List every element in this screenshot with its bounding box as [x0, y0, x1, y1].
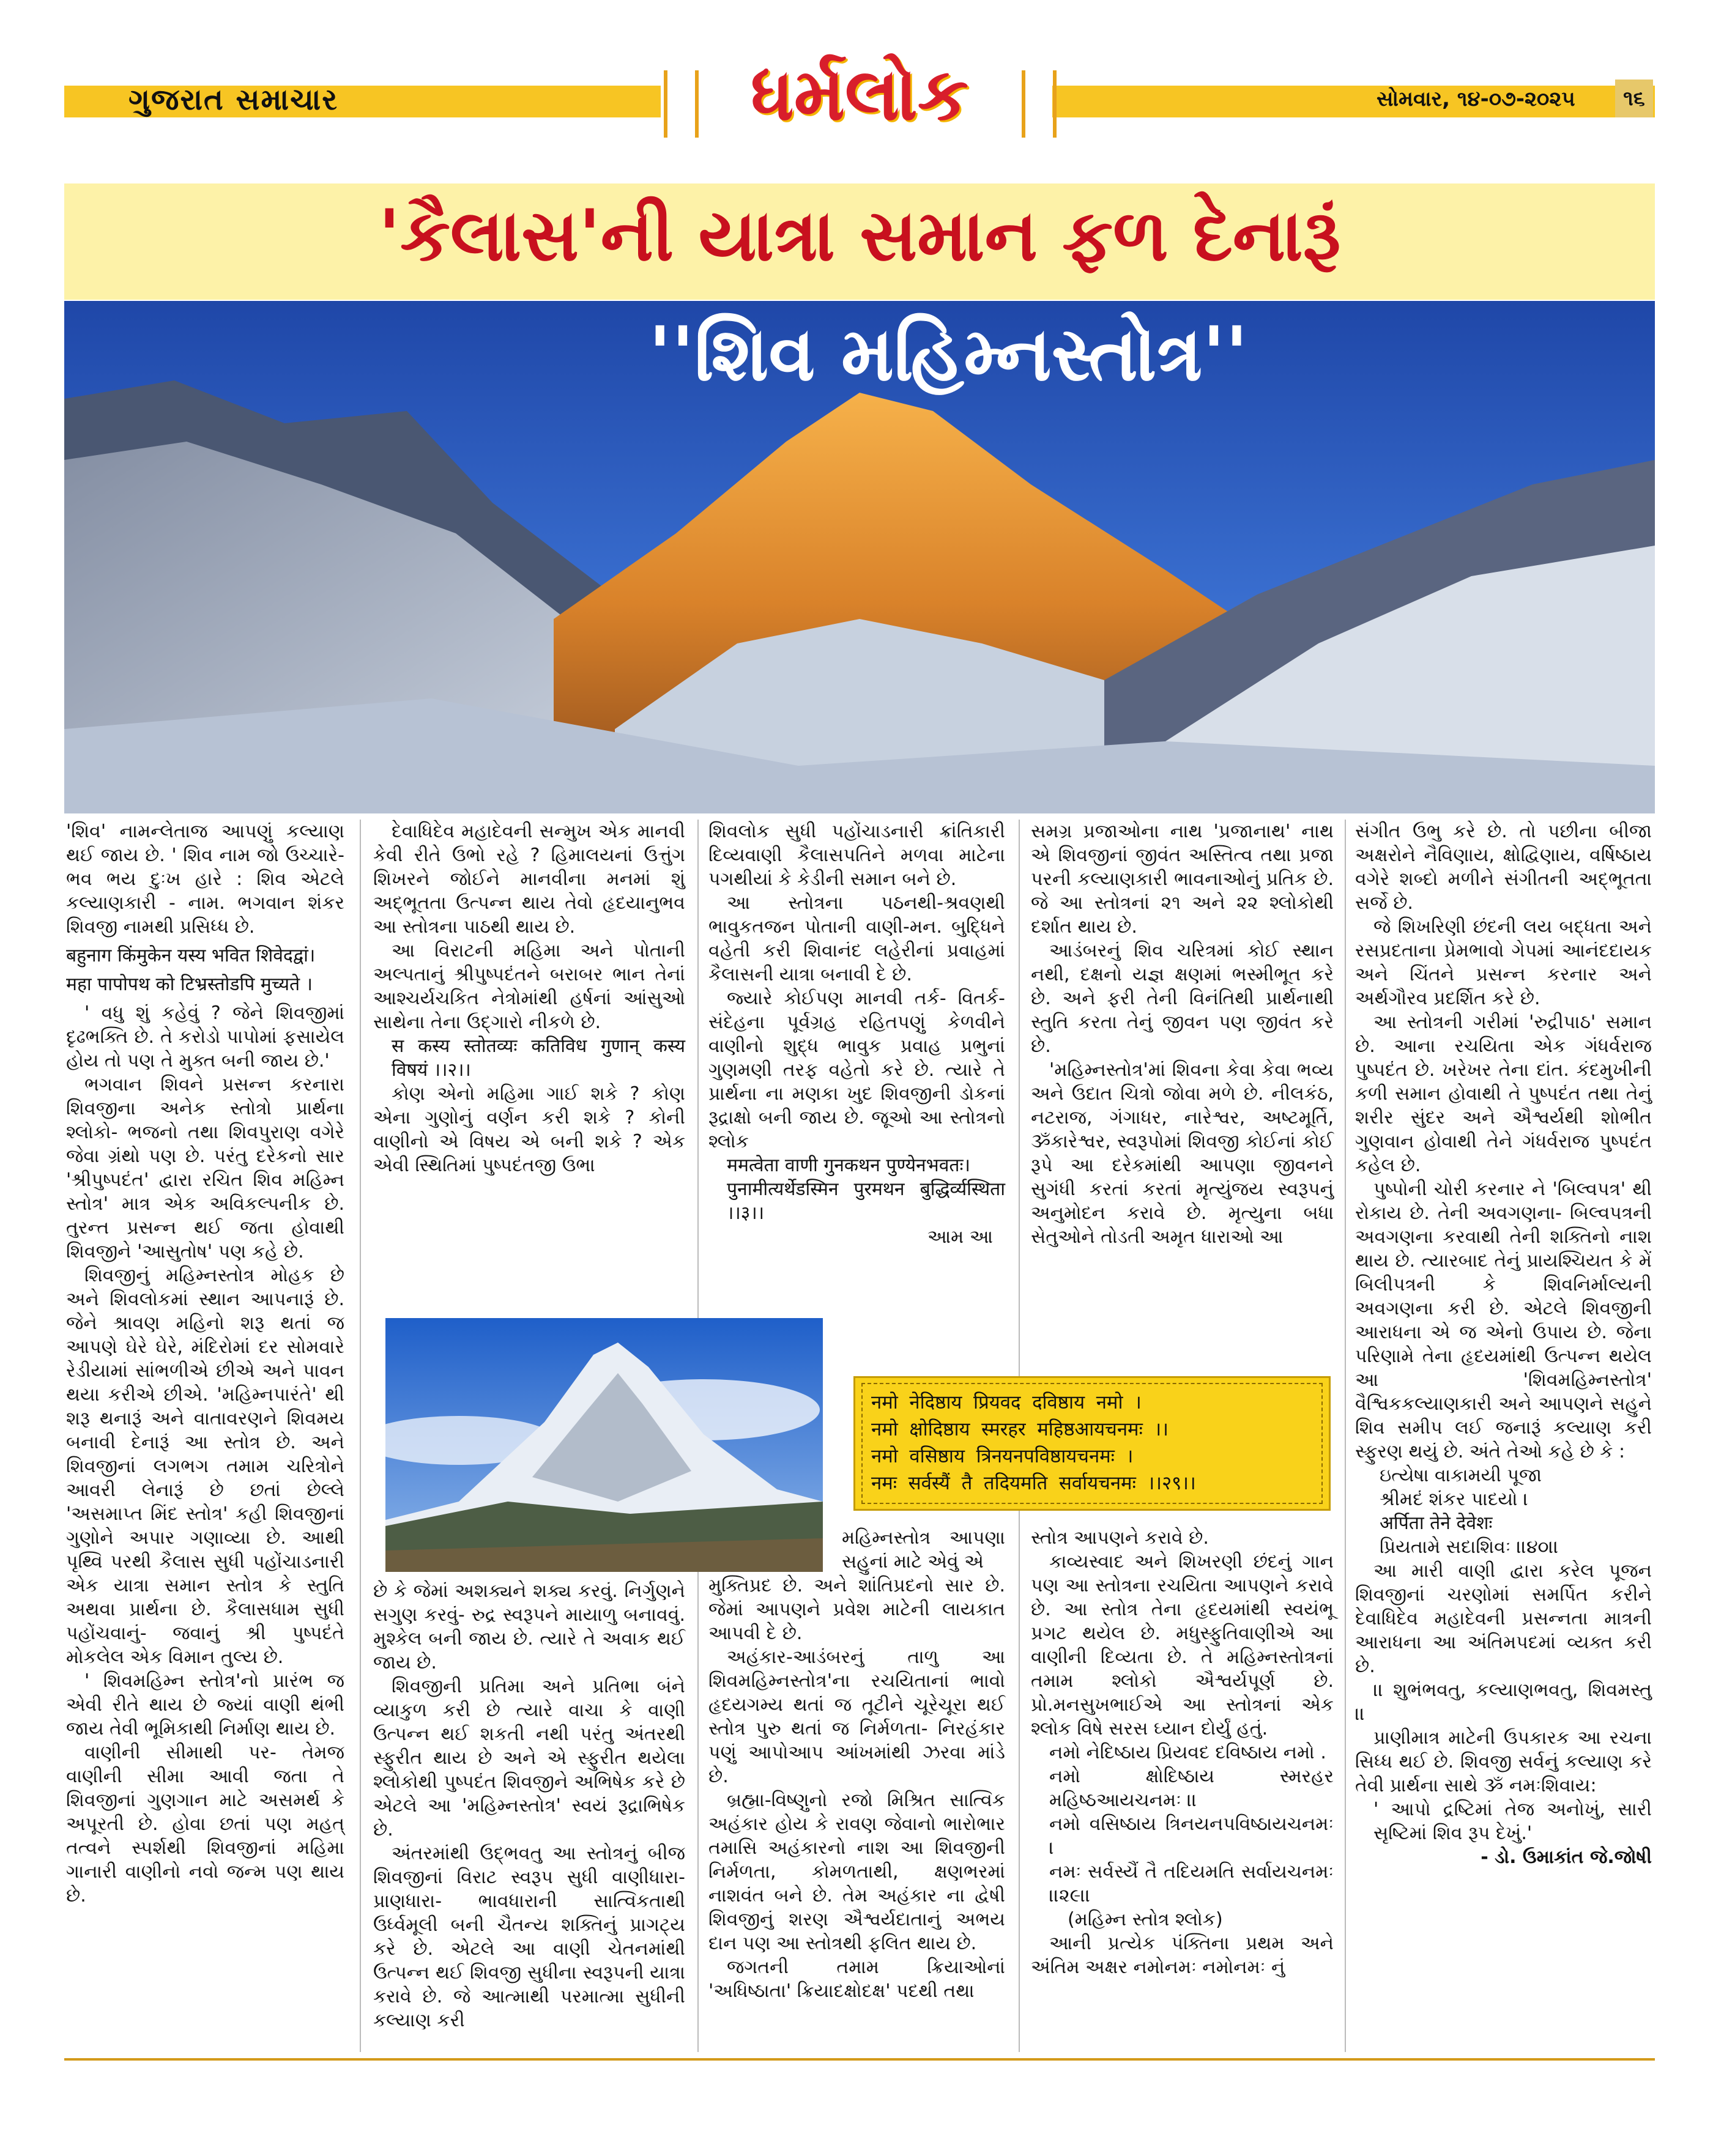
paragraph: આડંબરનું શિવ ચરિત્રમાં કોઈ સ્થાન નથી, દક્ષનો યજ્ઞ ક્ષણમાં ભસ્મીભૂત કરે છે. અને ફરી તેની વિનંતિથી પ્રાર્થનાથી સ્તુતિ કરતા તેનું જીવન પણ જીવંત કરે છે. — [1031, 940, 1334, 1057]
paragraph: શિવજીની પ્રતિમા અને પ્રતિભા બંને વ્યાકુળ કરી છે ત્યારે વાચા કે વાણી ઉત્પન્ન થઈ શકતી નથી પરંતુ અંતરથી સ્ફુરીત થાય છે અને એ સ્ફુરીત થયેલા શ્લોકોથી પુષ્પદંત શિવજીને અભિષેક કરે છે એટલે આ 'મહિમ્નસ્તોત્ર' સ્વયં રૂદ્રાભિષેક છે. — [373, 1676, 685, 1840]
paragraph: જે શિખરિણી છંદની લય બદ્ધતા અને રસપ્રદતાના પ્રેમભાવો ગેપમાં આનંદદાયક અને ચિંતને પ્રસન્ન કરનાર અને અર્થગૌરવ પ્રદર્શિત કરે છે. — [1355, 916, 1652, 1009]
paragraph: અંતરમાંથી ઉદ્ભવતુ આ સ્તોત્રનું બીજ શિવજીનાં વિરાટ સ્વરૂપ સુધી વાણીધારા- પ્રાણધારા- ભાવધારાની સાત્વિકતાથી ઉર્ધ્વમૂલી બની ચૈતન્ય શક્તિનું પ્રાગટ્ય કરે છે. એટલે આ વાણી ચેતનમાંથી ઉત્પન્ન થઈ શિવજી સુધીના સ્વરૂપની યાત્રા કરાવે છે. જે આત્માથી પરમાત્મા સુધીની કલ્યાણ કરી — [373, 1843, 685, 2031]
verse-line: નમઃ સર્વસ્યૈં તૈ તદિયમતિ સર્વાયચનમઃ ।।૨૯।। — [1049, 1861, 1334, 1906]
paragraph: પ્રાણીમાત્ર માટેની ઉપકારક આ રચના સિધ્ધ થઈ છે. શિવજી સર્વનું કલ્યાણ કરે તેવી પ્રાર્થના સાથે ૐ નમઃશિવાય: — [1355, 1727, 1652, 1796]
article-column-4-lower — [1031, 1526, 1334, 1979]
logo-ornament-left — [664, 70, 699, 138]
article-column-2 — [373, 820, 685, 1177]
paragraph: સ્તોત્ર આપણને કરાવે છે. — [1031, 1527, 1209, 1549]
paragraph: ' શિવમહિમ્ન સ્તોત્ર'નો પ્રારંભ જ એવી રીતે થાય છે જ્યાં વાણી થંભી જાય તેવી ભૂમિકાથી નિર્માણ થાય છે. — [66, 1670, 344, 1739]
supplement-logo: ધર્મલોક — [750, 52, 969, 136]
paragraph: આ સ્તોત્રના પઠનથી-શ્રવણથી ભાવુકતજન પોતાની વાણી-મન. બુદ્ધિને વહેતી કરી શિવાનંદ લહેરીનાં પ્રવાહમાં કૈલાસની યાત્રા બનાવી દે છે. — [708, 892, 1005, 985]
issue-date: સોમવાર, ૧૪-૦૭-૨૦૨૫ — [1377, 87, 1575, 111]
paragraph: 'શિવ' નામન્લેતાજ આપણું કલ્યાણ થઈ જાય છે. ' શિવ નામ જો ઉચ્ચારે- ભવ ભય દુઃખ હારે : શિવ એટલે કલ્યાણકારી - નામ. ભગવાન શંકર શિવજી નામથી પ્રસિધ્ધ છે. — [66, 821, 344, 938]
paragraph: અહંકાર-આડંબરનું તાળુ આ શિવમહિમ્નસ્તોત્ર'ના રચયિતાનાં ભાવો હૃદયગમ્ય થતાં જ તૂટીને ચૂરેચૂરા થઈ સ્તોત્ર પુરુ થતાં જ નિર્મળતા- નિરહંકાર પણું આપોઆપ આંખમાંથી ઝરવા માંડે છે. — [708, 1647, 1005, 1787]
article-column-4 — [1031, 820, 1334, 1249]
paragraph: જ્યારે કોઈપણ માનવી તર્ક- વિતર્ક-સંદેહના પૂર્વગ્રહ રહિતપણું કેળવીને વાણીનો શુદ્ધ ભાવુક પ્રવાહ પ્રભુનાં ગુણમણી તરફ વહેતો કરે છે. ત્યારે તે પ્રાર્થના ના મણકા ખુદ શિવજીની ડોકનાં રૂદ્રાક્ષો બની જાય છે. જૂઓ આ સ્તોત્રનો શ્લોક — [708, 988, 1005, 1152]
paragraph: ભગવાન શિવને પ્રસન્ન કરનારા શિવજીના અનેક સ્તોત્રો પ્રાર્થના શ્લોકો- ભજનો તથા શિવપુરાણ વગેરે જેવા ગ્રંથો પણ છે. પરંતુ દરેકનો સાર 'શ્રીપુષ્પદંત' દ્વારા રચિત શિવ મહિમ્ન સ્તોત્ર' માત્ર એક અવિકલ્પનીક છે. તુરન્ત પ્રસન્ન થઈ જતા હોવાથી શિવજીને 'આસુતોષ' પણ કહે છે. — [66, 1074, 344, 1262]
sanskrit-verse: महा पापोपथ को टिभ्रस्तोडपि मुच्यते । — [66, 974, 313, 995]
verse-line: પ્રિયતામે સદાશિવઃ ।।૪૦।। — [1380, 1536, 1559, 1558]
mantra-line: नमो क्षोदिष्ठाय स्मरहर महिष्ठआयचनमः ।। — [871, 1418, 1169, 1440]
column-rule — [1345, 820, 1346, 2052]
author-byline: - ડો. ઉમાકાંત જે.જોષી — [1481, 1847, 1652, 1868]
paragraph: કાવ્યસ્વાદ અને શિખરણી છંદનું ગાન પણ આ સ્તોત્રના રચયિતા આપણને કરાવે છે. આ સ્તોત્ર તેના હૃદયમાંથી સ્વયંભૂ પ્રગટ થયેલ છે. મધુસ્ફુતિવાણીએ આ વાણીની દિવ્યતા છે. તે મહિમ્નસ્તોત્રનાં તમામ શ્લોકો ઐશ્વર્યપૂર્ણ છે. પ્રો.મનસુખભાઈએ આ સ્તોત્રનાં એક શ્લોક વિષે સરસ ઘ્યાન દોર્યું હતું. — [1031, 1551, 1334, 1739]
paragraph: આ સ્તોત્રની ગરીમાં 'રુદ્રીપાઠ' સમાન છે. આના રચયિતા એક ગંધર્વરાજ પુષ્પદંત છે. ખરેખર તેના દાંત. કંદમુખીની કળી સમાન હોવાથી તે પુષ્પદંત તથા તેનું શરીર સુંદર અને ઐશ્વર્યથી શોભીત ગુણવાન હોવાથી તેને ગંધર્વરાજ પુષ્પદંત કહેલ છે. — [1355, 1012, 1652, 1176]
bottom-rule — [64, 2058, 1655, 2061]
verse-line: अर्पिता तेने देवेशः — [1380, 1513, 1493, 1534]
paragraph: વાણીની સીમાથી પર- તેમજ વાણીની સીમા આવી જતા તે શિવજીનાં ગુણગાન માટે અસમર્થ કે અપૂરતી છે. હોવા છતાં પણ મહત્ તત્વને સ્પર્શથી શિવજીનાં મહિમા ગાનારી વાણીનો નવો જન્મ પણ થાય છે. — [66, 1742, 344, 1906]
paragraph: બ્રહ્મા-વિષ્ણુનો રજો મિશ્રિત સાત્વિક અહંકાર હોય કે રાવણ જેવાનો ભારોભાર તમાસિ અહંકારનો નાશ આ શિવજીની નિર્મળતા, કોમળતાથી, ક્ષણભરમાં નાશવંત બને છે. તેમ અહંકાર ના દ્વેષી શિવજીનું શરણ ઐશ્વર્યદાતાનું અભય દાન પણ આ સ્તોત્રથી ફલિત થાય છે. — [708, 1790, 1005, 1954]
paragraph: આ મારી વાણી દ્વારા કરેલ પૂજન શિવજીનાં ચરણોમાં સમર્પિત કરીને દેવાધિદેવ મહાદેવની પ્રસન્નતા માત્રની આરાધના આ અંતિમપદમાં વ્યક્ત કરી છે. — [1355, 1560, 1652, 1677]
paragraph: સંગીત ઉભુ કરે છે. તો પછીના બીજા અક્ષરોને નૈવિણાય, ક્ષોદ્વિણાય, વર્ષિષ્ઠાય વગેરે શબ્દો મળીને સંગીતની અદ્ભૂતતા સર્જે છે. — [1355, 821, 1652, 914]
verse-line: નમો નેદિષ્ઠાય પ્રિયવદ દવિષ્ઠાય નમો . — [1049, 1742, 1326, 1763]
paragraph: દેવાધિદેવ મહાદેવની સન્મુખ એક માનવી કેવી રીતે ઉભો રહે ? હિમાલયનાં ઉત્તુંગ શિખરને જોઈને માનવીના મનમાં શું અદ્ભૂતતા ઉત્પન્ન થાય તેવો હૃદયાનુભવ આ સ્તોત્રના પાઠથી થાય છે. — [373, 821, 685, 938]
verse-line: નમો ક્ષોદિષ્ઠાય સ્મરહર મહિષ્ઠઆયચનમઃ ।। — [1049, 1766, 1334, 1811]
mantra-line: नमो नेदिष्ठाय प्रियवद दविष्ठाय नमो । — [871, 1391, 1142, 1413]
paragraph: આ વિરાટની મહિમા અને પોતાની અલ્પતાનું શ્રીપુષ્પદંતને બરાબર ભાન તેનાં આશ્ચર્યચકિત નેત્રોમાંથી હર્ષનાં આંસુઓ સાથેના તેના ઉદ્ગારો નીકળે છે. — [373, 940, 685, 1033]
article-column-3 — [708, 820, 1005, 1249]
verse-line: શ્રીમદં શંકર પાદયો । — [1380, 1489, 1529, 1510]
paragraph: ' વધુ શું કહેવું ? જેને શિવજીમાં દૃઢભક્તિ છે. તે કરોડો પાપોમાં ફસાયેલ હોય તો પણ તે મુક્ત બની જાય છે.' — [66, 1002, 344, 1072]
article-column-3-lower — [708, 1526, 1005, 2003]
verse-caption: (મહિમ્ન સ્તોત્ર શ્લોક) — [1068, 1909, 1223, 1930]
paragraph: કોણ એનો મહિમા ગાઈ શકે ? કોણ એના ગુણોનું વર્ણન કરી શકે ? કોની વાણીનો એ વિષય એ બની શકે ? એક એવી સ્થિતિમાં પુષ્પદંતજી ઉભા — [373, 1083, 685, 1176]
column-rule — [360, 820, 361, 2052]
article-column-5 — [1355, 820, 1652, 1869]
mantra-box — [853, 1376, 1331, 1511]
sanskrit-verse: पुनामीत्यर्थेडस्मिन पुरमथन बुद्धिर्व्यस्थिता ।।३।। — [727, 1179, 1005, 1224]
verse-line: નમો વસિષ્ઠાય ત્રિનયનપવિષ્ઠાયચનમઃ । — [1049, 1813, 1334, 1859]
sanskrit-verse: ममत्वेता वाणी गुनकथन पुण्येनभवतः। — [727, 1155, 970, 1176]
paragraph: આમ આ — [927, 1226, 993, 1248]
paragraph: મહિમ્નસ્તોત્ર આપણા સહુનાં માટે એવું એ — [842, 1527, 1005, 1573]
paragraph: છે કે જેમાં અશક્યને શક્ય કરવું. નિર્ગુણને સગુણ કરવું- રુદ્ર સ્વરૂપને માયાળુ બનાવવું. મુશ્કેલ બની જાય છે. ત્યારે તે અવાક થઈ જાય છે. — [373, 1580, 685, 1673]
mantra-line: नमः सर्वस्यैं तै तदियमति सर्वायचनमः ।।२९।। — [871, 1472, 1196, 1494]
paragraph: પુષ્પોની ચોરી કરનાર ને 'બિલ્વપત્ર' થી રોકાય છે. તેની અવગણના- બિલ્વપત્રની અવગણના કરવાથી તેની શક્તિનો નાશ થાય છે. ત્યારબાદ તેનું પ્રાયશ્ચિયત કે મેં બિલીપત્રની કે શિવનિર્માલ્યની અવગણના કરી છે. એટલે શિવજીની આરાધના એ જ એનો ઉપાય છે. જેના પરિણામે તેના હૃદયમાંથી ઉત્પન્ન થયેલ આ 'શિવમહિમ્નસ્તોત્ર' વૈશ્વિકકલ્યાણકારી અને આપણને સહુને શિવ સમીપ લઈ જનારૂં કલ્યાણ કરી સ્ફુરણ થયું છે. અંતે તેઓ કહે છે કે : — [1355, 1179, 1652, 1462]
sanskrit-verse: बहुनाग किंमुकेन यस्य भवित शिवेदद्वां। — [66, 945, 316, 966]
paper-name: ગુજરાત સમાચાર — [128, 83, 339, 117]
logo-ornament-right — [1022, 70, 1057, 138]
paragraph: આની પ્રત્યેક પંક્તિના પ્રથમ અને અંતિમ અક્ષર નમોનમઃ નમોનમઃ નું — [1031, 1933, 1334, 1978]
mantra-line: नमो वसिष्ठाय त्रिनयनपविष्ठायचनमः । — [871, 1445, 1134, 1467]
blessing: ।। શુભંભવતુ, કલ્યાણભવતુ, શિવમસ્તુ ।। — [1355, 1680, 1652, 1725]
headline: 'કૈલાસ'ની યાત્રા સમાન ફળ દેનારૂં — [378, 194, 1341, 277]
mantra-inner — [861, 1383, 1323, 1504]
paragraph: સમગ્ર પ્રજાઓના નાથ 'પ્રજાનાથ' નાથ એ શિવજીનાં જીવંત અસ્તિત્વ તથા પ્રજા પરની કલ્યાણકારી ભાવનાઓનું પ્રતિક છે. જે આ સ્તોત્રનાં ૨૧ અને ૨૨ શ્લોકોથી દર્શાત થાય છે. — [1031, 821, 1334, 938]
paragraph: જગતની તમામ ક્રિયાઓનાં 'અધિષ્ઠાતા' ક્રિયાદક્ષોદક્ષ' પદથી તથા — [708, 1957, 1005, 2002]
page-number: ૧૬ — [1615, 80, 1653, 117]
paragraph: 'મહિમ્નસ્તોત્ર'માં શિવના કેવા કેવા ભવ્ય અને ઉદાત ચિત્રો જોવા મળે છે. નીલકંઠ, નટરાજ, ગંગાધર, નારેશ્વર, અષ્ટમૂર્તિ, ૐકારેશ્વર, સ્વરૂપોમાં શિવજી કોઈનાં કોઈ રૂપે આ દરેકમાંથી આપણા જીવનને સુગંધી કરતાં કરતાં મૃત્યુંજય સ્વરૂપનું અનુમોદન કરાવે છે. મૃત્યુના બધા સેતુઓને તોડતી અમૃત ધારાઓ આ — [1031, 1059, 1334, 1248]
paragraph: શિવજીનું મહિમ્નસ્તોત્ર મોહક છે અને શિવલોકમાં સ્થાન આપનારૂં છે. જેને શ્રાવણ મહિનો શરૂ થતાં જ આપણે ઘેરે ઘેરે, મંદિરોમાં દર સોમવારે રેડીયામાં સાંભળીએ છીએ અને પાવન થયા કરીએ છીએ. 'મહિમ્નપારંતે' થી શરૂ થનારૂં અને વાતાવરણને શિવમય બનાવી દેનારૂં આ સ્તોત્ર છે. અને શિવજીનાં લગભગ તમામ ચરિત્રોને આવરી લેનારૂં છે છતાં છેલ્લે 'અસમાપ્ત મિંદ સ્તોત્ર' કહી શિવજીનાં ગુણોને અપાર ગણાવ્યા છે. આથી પૃથ્વિ પરથી કૈલાસ સુધી પહોંચાડનારી એક યાત્રા સમાન સ્તોત્ર કે સ્તુતિ અથવા પ્રાર્થના છે. કૈલાસધામ સુધી પહોંચવાનું- જવાનું શ્રી પુષ્પદંતે મોકલેલ એક વિમાન તુલ્ય છે. — [66, 1265, 344, 1668]
quote: ' આપો દ્રષ્ટિમાં તેજ અનોખું, સારી સૃષ્ટિમાં શિવ રૂપ દેખું.' — [1373, 1799, 1652, 1844]
photo-title: ''શિવ મહિમ્નસ્તોત્ર'' — [648, 311, 1249, 398]
paragraph: મુક્તિપ્રદ છે. અને શાંતિપ્રદનો સાર છે. જેમાં આપણને પ્રવેશ માટેની લાયકાત આપવી દે છે. — [708, 1575, 1005, 1644]
sanskrit-verse: स कस्य स्तोतव्यः कतिविध गुणान् कस्य विषयं ।।२।। — [392, 1035, 685, 1081]
paragraph: શિવલોક સુધી પહોંચાડનારી ક્રાંતિકારી દિવ્યવાણી કૈલાસપતિને મળવા માટેના પગથીયાં કે કેડીની સમાન બને છે. — [708, 821, 1005, 890]
verse-line: ઇત્યેષા વાકામયી પૂજા — [1380, 1465, 1542, 1486]
article-column-1 — [66, 820, 344, 1908]
article-column-2-lower — [373, 1579, 685, 2032]
